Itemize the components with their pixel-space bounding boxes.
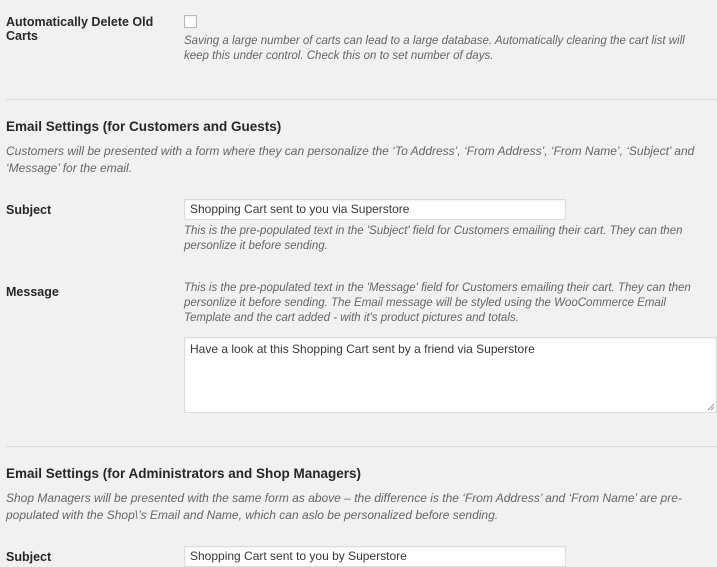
- customers-message-label: Message: [6, 285, 59, 299]
- customers-message-textarea[interactable]: [184, 337, 717, 413]
- auto-delete-checkbox[interactable]: [184, 15, 197, 28]
- customers-subject-input[interactable]: Shopping Cart sent to you via Superstore: [184, 199, 566, 220]
- auto-delete-label: Automatically Delete Old Carts: [6, 15, 154, 43]
- admins-section-heading: Email Settings (for Administrators and Shop Managers): [6, 466, 362, 481]
- customers-subject-label: Subject: [6, 203, 52, 217]
- auto-delete-description: Saving a large number of carts can lead to a large database. Automatically clearing the cart list will keep this under control. Check this on to set number of days.: [184, 35, 685, 62]
- customers-subject-help: This is the pre-populated text in the 'Subject' field for Customers emailing their cart. They can then personlize it before sending.: [184, 225, 683, 252]
- customers-section-intro: Customers will be presented with a form where they can personalize the ‘To Address’, ‘From Address’, ‘From Name’, ‘Subject’ and ‘Message’ for the email.: [6, 144, 695, 175]
- customers-message-help: This is the pre-populated text in the 'Message' field for Customers emailing their cart. They can then personlize it before sending. The Email message will be styled using the WooCommerce Email Template and the cart added - with it's product pictures and totals.: [184, 282, 691, 324]
- divider: [6, 446, 717, 447]
- admins-subject-label: Subject: [6, 550, 52, 564]
- divider: [6, 99, 717, 100]
- customers-message-text: Have a look at this Shopping Cart sent by a friend via Superstore: [190, 342, 535, 356]
- admins-subject-input[interactable]: Shopping Cart sent to you by Superstore: [184, 546, 566, 567]
- resize-grip-icon[interactable]: [707, 403, 715, 411]
- customers-section-heading: Email Settings (for Customers and Guests): [6, 119, 282, 134]
- admins-section-intro: Shop Managers will be presented with the same form as above – the difference is the ‘From Address’ and ‘From Name’ are pre-populated with the Shop\’s Email and Name, which can aslo be personalized before sending.: [6, 491, 682, 522]
